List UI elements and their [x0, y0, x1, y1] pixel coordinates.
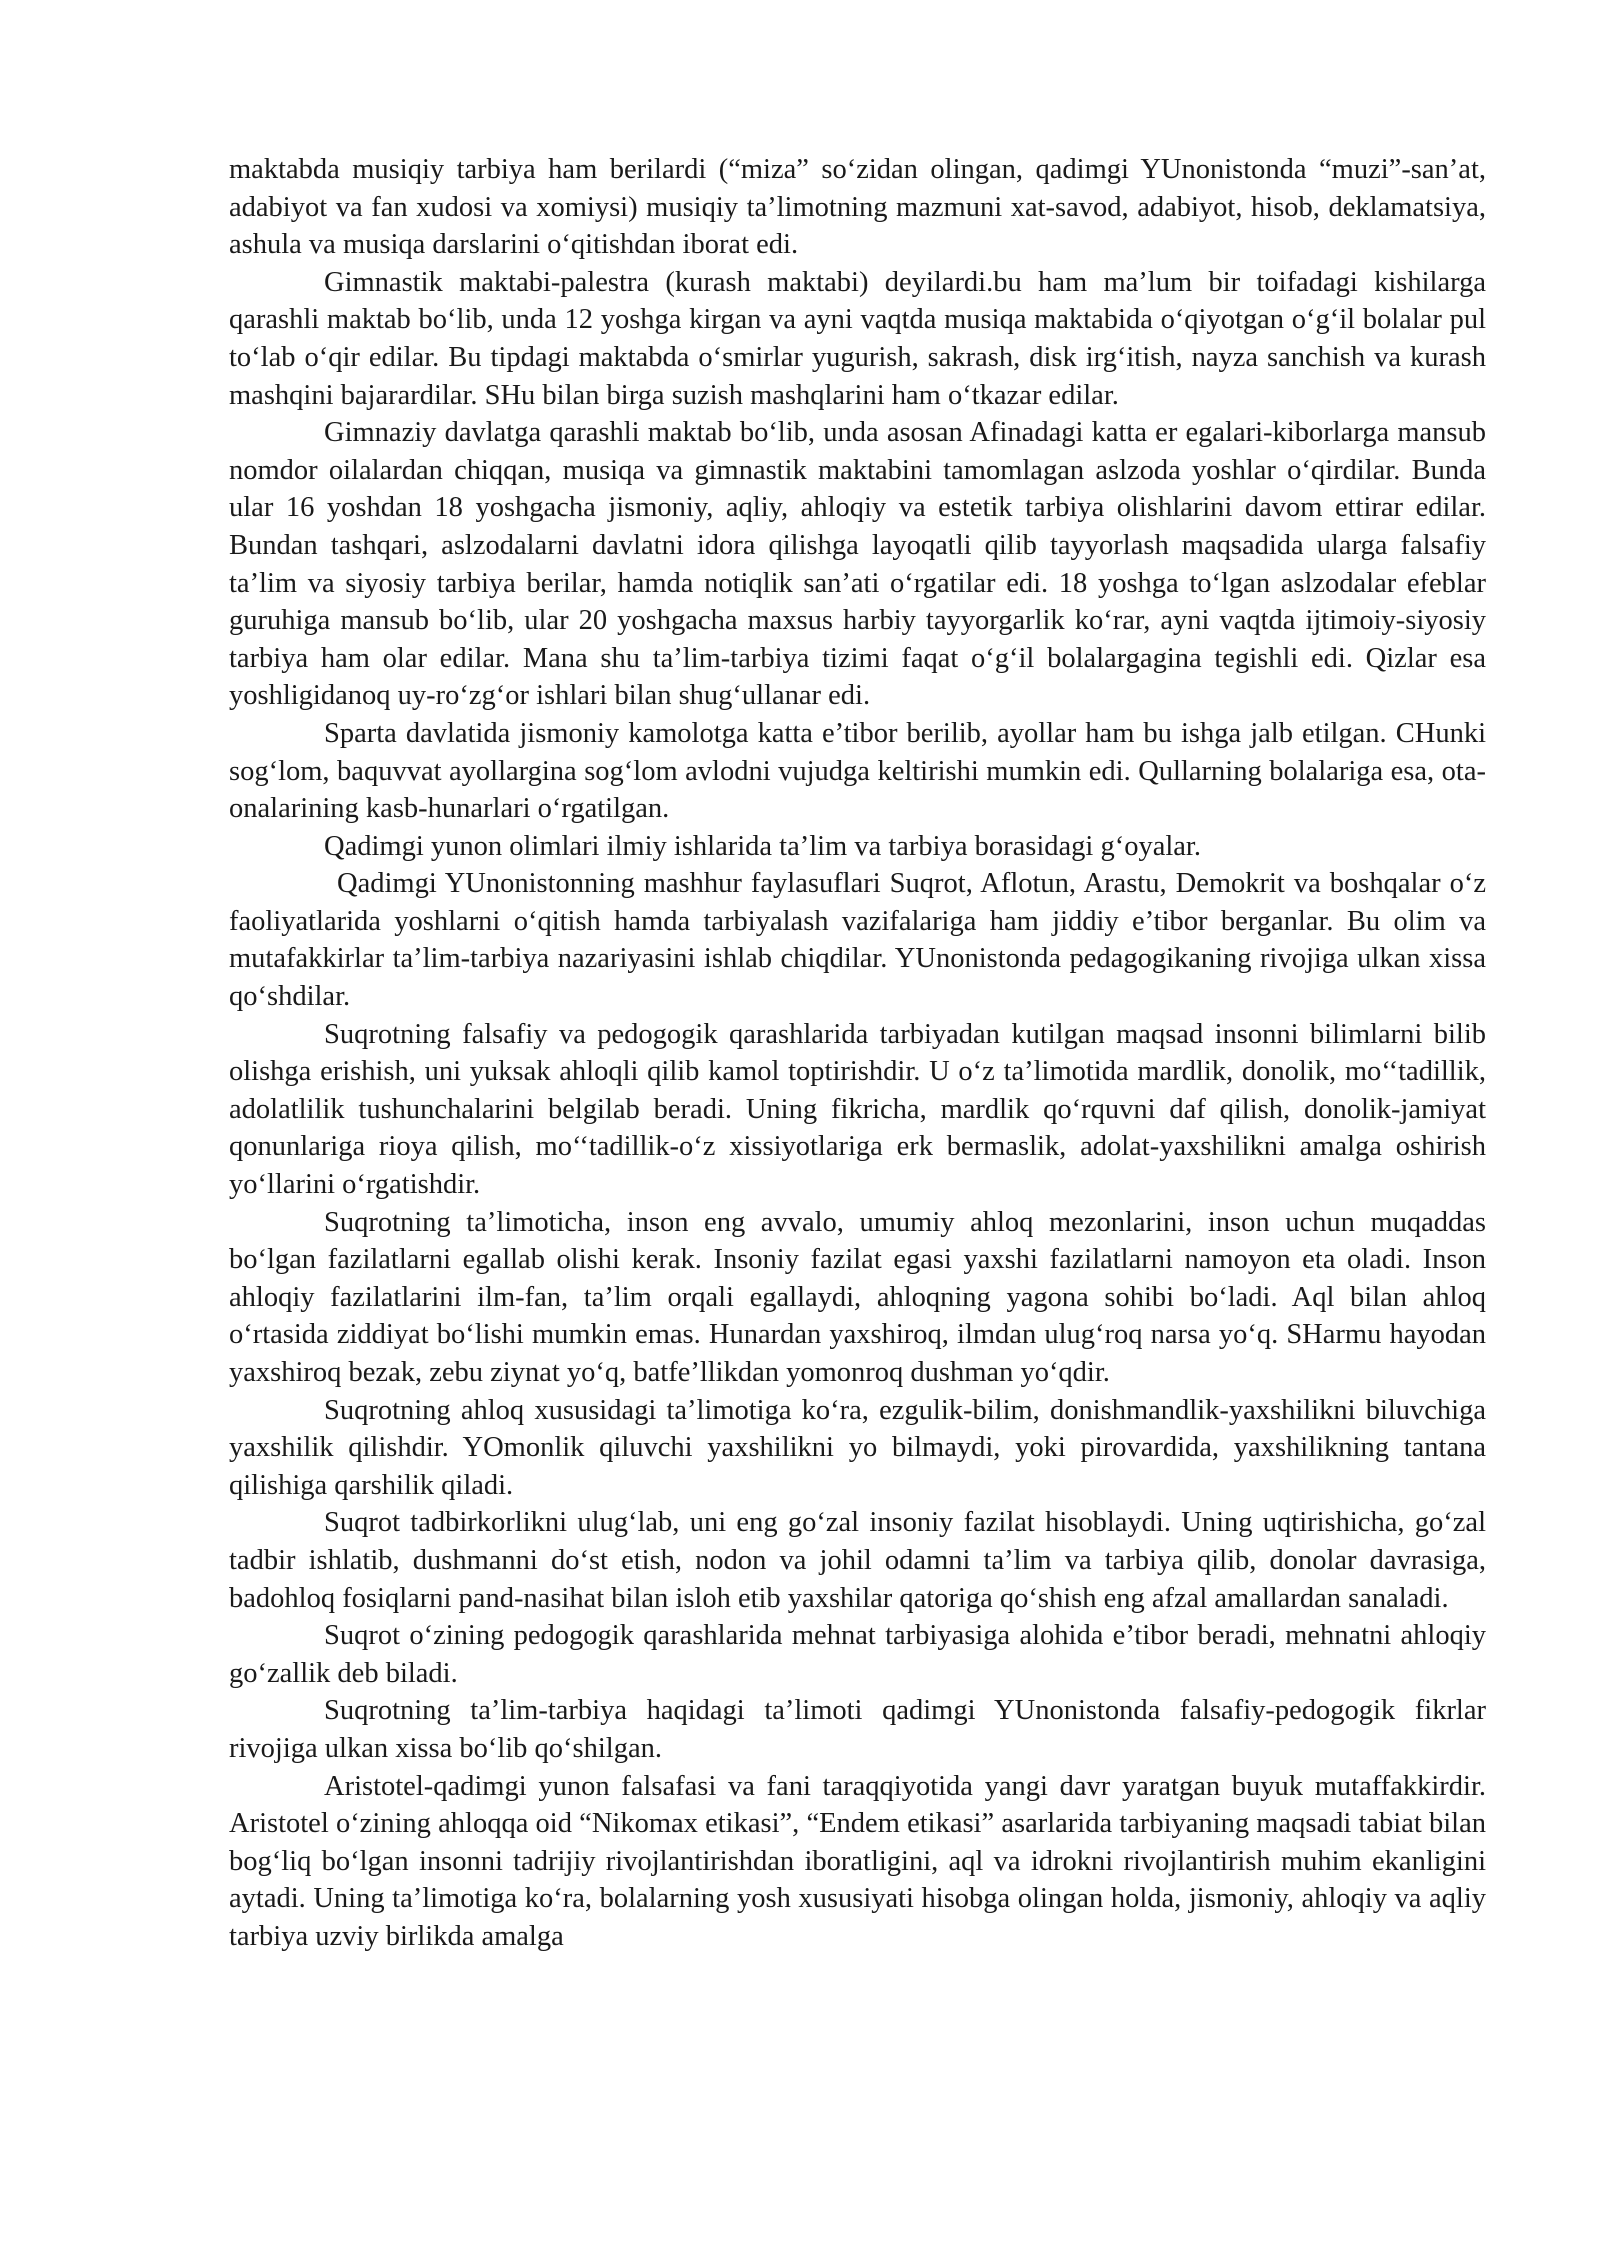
paragraph-greek-philosophers: Qadimgi YUnonistonning mashhur faylasuflari Suqrot, Aflotun, Arastu, Demokrit va boshqalar o‘z faoliyatlarida yoshlarni o‘qitish hamda tarbiyalash vazifalariga ham jiddiy e’tibor berganlar. Bu olim va mutafakkirlar ta’lim-tarbiya nazariyasini ishlab chiqdilar. YUnonistonda pedagogikaning rivojiga ulkan xissa qo‘shdilar. [229, 868, 1486, 1013]
paragraph-socrates-enterprise: Suqrot tadbirkorlikni ulug‘lab, uni eng go‘zal insoniy fazilat hisoblaydi. Uning uqtirishicha, go‘zal tadbir ishlatib, dushmanni do‘st etish, nodon va johil odamni ta’lim va tarbiya qilib, donolar davrasiga, badohloq fosiqlarni pand-nasihat bilan isloh etib yaxshilar qatoriga qo‘shish eng afzal amallardan sanaladi. [229, 1507, 1486, 1614]
document-page [229, 151, 1486, 1956]
paragraph-socrates-philosophy: Suqrotning falsafiy va pedogogik qarashlarida tarbiyadan kutilgan maqsad insonni bilimlarni bilib olishga erishish, uni yuksak ahloqli qilib kamol toptirishdir. U o‘z ta’limotida mardlik, donolik, mo‘‘tadillik, adolatlilik tushunchalarini belgilab beradi. Uning fikricha, mardlik qo‘rquvni daf qilish, donolik-jamiyat qonunlariga rioya qilish, mo‘‘tadillik-o‘z xissiyotlariga erk bermaslik, adolat-yaxshilikni amalga oshirish yo‘llarini o‘rgatishdir. [229, 1018, 1486, 1201]
paragraph-socrates-legacy: Suqrotning ta’lim-tarbiya haqidagi ta’limoti qadimgi YUnonistonda falsafiy-pedogogik fikrlar rivojiga ulkan xissa bo‘lib qo‘shilgan. [229, 1695, 1486, 1764]
paragraph-socrates-morality: Suqrotning ahloq xususidagi ta’limotiga ko‘ra, ezgulik-bilim, donishmandlik-yaxshilikni biluvchiga yaxshilik qilishdir. YOmonlik qiluvchi yaxshilikni yo bilmaydi, yoki pirovardida, yaxshilikning tantana qilishiga qarshilik qiladi. [229, 1394, 1486, 1501]
paragraph-socrates-labor: Suqrot o‘zining pedogogik qarashlarida mehnat tarbiyasiga alohida e’tibor beradi, mehnatni ahloqiy go‘zallik deb biladi. [229, 1620, 1486, 1689]
section-heading-greek-scholars: Qadimgi yunon olimlari ilmiy ishlarida ta’lim va tarbiya borasidagi g‘oyalar. [324, 830, 1201, 862]
paragraph-aristotle: Aristotel-qadimgi yunon falsafasi va fani taraqqiyotida yangi davr yaratgan buyuk mutaffakkirdir. Aristotel o‘zining ahloqqa oid “Nikomax etikasi”, “Endem etikasi” asarlarida tarbiyaning maqsadi tabiat bilan bog‘liq bo‘lgan insonni tadrijiy rivojlantirishdan iboratligini, aql va idrokni rivojlantirish muhim ekanligini aytadi. Uning ta’limotiga ko‘ra, bolalarning yosh xususiyati hisobga olingan holda, jismoniy, ahloqiy va aqliy tarbiya uzviy birlikda amalga [229, 1770, 1486, 1952]
paragraph-sparta: Sparta davlatida jismoniy kamolotga katta e’tibor berilib, ayollar ham bu ishga jalb etilgan. CHunki sog‘lom, baquvvat ayollargina sog‘lom avlodni vujudga keltirishi mumkin edi. Qullarning bolalariga esa, ota-onalarining kasb-hunarlari o‘rgatilgan. [229, 717, 1486, 825]
paragraph-music-school: maktabda musiqiy tarbiya ham berilardi (“miza” so‘zidan olingan, qadimgi YUnonistonda “muzi”-san’at, adabiyot va fan xudosi va xomiysi) musiqiy ta’limotning mazmuni xat-savod, adabiyot, hisob, deklamatsiya, ashula va musiqa darslarini o‘qitishdan iborat edi. [229, 154, 1486, 261]
paragraph-gymnastics-school: Gimnastik maktabi-palestra (kurash maktabi) deyilardi.bu ham ma’lum bir toifadagi kishilarga qarashli maktab bo‘lib, unda 12 yoshga kirgan va ayni vaqtda musiqa maktabida o‘qiyotgan o‘g‘il bolalar pul to‘lab o‘qir edilar. Bu tipdagi maktabda o‘smirlar yugurish, sakrash, disk irg‘itish, nayza sanchish va kurash mashqini bajarardilar. SHu bilan birga suzish mashqlarini ham o‘tkazar edilar. [229, 266, 1486, 411]
paragraph-gymnasium: Gimnaziy davlatga qarashli maktab bo‘lib, unda asosan Afinadagi katta er egalari-kiborlarga mansub nomdor oilalardan chiqqan, musiqa va gimnastik maktabini tamomlagan aslzoda yoshlar o‘qirdilar. Bunda ular 16 yoshdan 18 yoshgacha jismoniy, aqliy, ahloqiy va estetik tarbiya olishlarini davom ettirar edilar. Bundan tashqari, aslzodalarni davlatni idora qilishga layoqatli qilib tayyorlash maqsadida ularga falsafiy ta’lim va siyosiy tarbiya berilar, hamda notiqlik san’ati o‘rgatilar edi. 18 yoshga to‘lgan aslzodalar efeblar guruhiga mansub bo‘lib, ular 20 yoshgacha maxsus harbiy tayyorgarlik ko‘rar, ayni vaqtda ijtimoiy-siyosiy tarbiya ham olar edilar. Mana shu ta’lim-tarbiya tizimi faqat o‘g‘il bolalargagina tegishli edi. Qizlar esa yoshligidanoq uy-ro‘zg‘or ishlari bilan shug‘ullanar edi. [229, 417, 1486, 712]
paragraph-socrates-teaching: Suqrotning ta’limoticha, inson eng avvalo, umumiy ahloq mezonlarini, inson uchun muqaddas bo‘lgan fazilatlarni egallab olishi kerak. Insoniy fazilat egasi yaxshi fazilatlarni namoyon eta oladi. Inson ahloqiy fazilatlarini ilm-fan, ta’lim orqali egallaydi, ahloqning yagona sohibi bo‘ladi. Aql bilan ahloq o‘rtasida ziddiyat bo‘lishi mumkin emas. Hunardan yaxshiroq, ilmdan ulug‘roq narsa yo‘q. SHarmu hayodan yaxshiroq bezak, zebu ziynat yo‘q, batfe’llikdan yomonroq dushman yo‘qdir. [229, 1206, 1486, 1388]
